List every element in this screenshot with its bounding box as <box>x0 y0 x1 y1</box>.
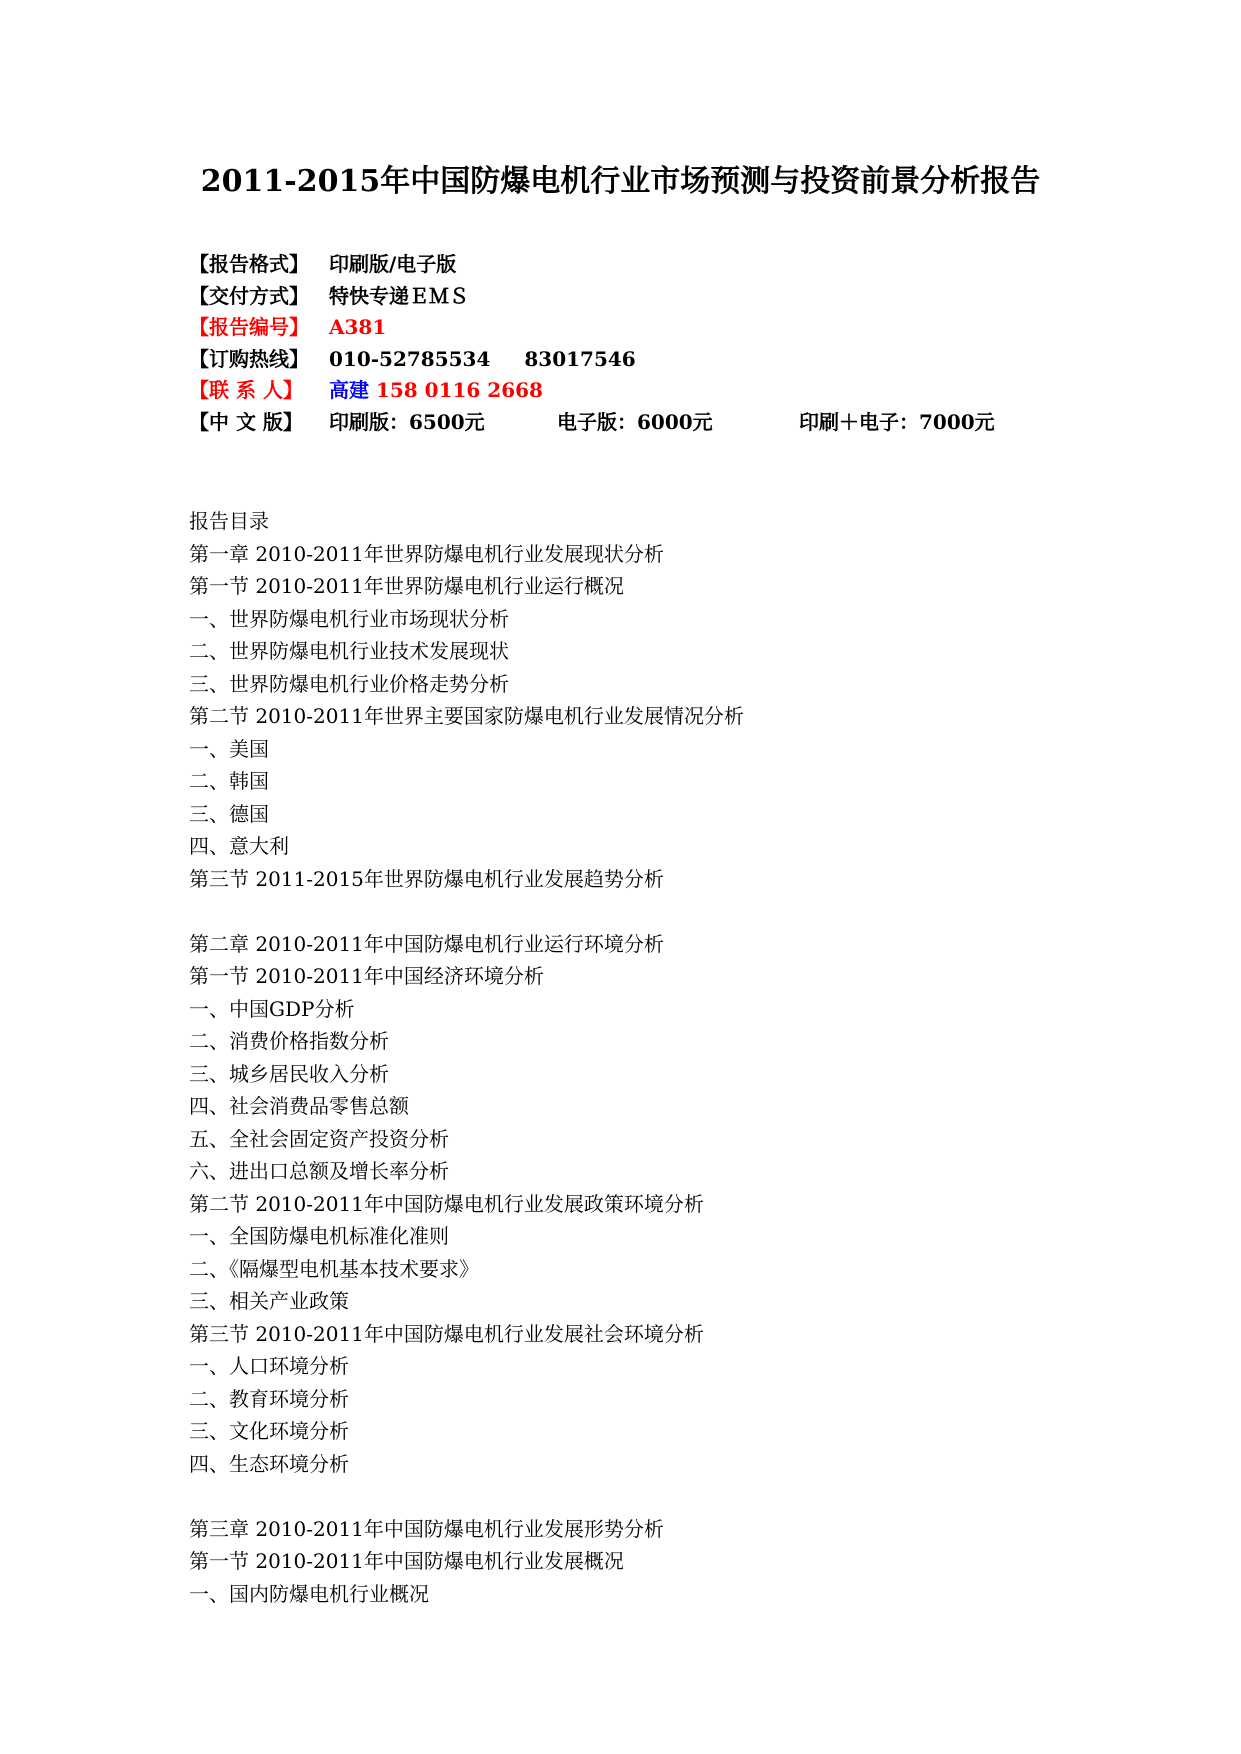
toc-item: 三、德国 <box>189 801 269 826</box>
toc-section: 第二节 2010-2011年中国防爆电机行业发展政策环境分析 <box>189 1191 704 1216</box>
info-edition-row <box>189 407 1089 439</box>
toc-spacer <box>189 1480 1089 1513</box>
toc-item: 二、世界防爆电机行业技术发展现状 <box>189 639 509 663</box>
info-code-row <box>189 312 1089 344</box>
code-value: A381 <box>329 315 387 339</box>
contact-name: 高建 <box>329 378 369 402</box>
toc-item: 一、世界防爆电机行业市场现状分析 <box>189 606 509 631</box>
contact-phone: 158 0116 2668 <box>375 378 543 402</box>
toc-section: 第一节 2010-2011年世界防爆电机行业运行概况 <box>189 574 624 598</box>
price-both: 印刷＋电子：7000元 <box>799 409 995 434</box>
toc-item: 三、相关产业政策 <box>189 1289 349 1313</box>
toc-section: 第三节 2011-2015年世界防爆电机行业发展趋势分析 <box>189 866 664 891</box>
hotline-value-1: 010-52785534 <box>329 346 491 371</box>
document-title: 2011-2015年中国防爆电机行业市场预测与投资前景分析报告 <box>200 164 1041 199</box>
info-delivery-row <box>189 281 1089 313</box>
info-contact-row <box>189 375 1089 407</box>
toc-item: 二、消费价格指数分析 <box>189 1029 389 1053</box>
toc-item: 四、意大利 <box>189 834 289 858</box>
toc-section: 第二节 2010-2011年世界主要国家防爆电机行业发展情况分析 <box>189 704 744 728</box>
toc-section: 第一节 2010-2011年中国防爆电机行业发展概况 <box>189 1549 624 1573</box>
contact-label: 【联 系 人】 <box>189 378 303 402</box>
toc-item: 三、城乡居民收入分析 <box>189 1061 389 1086</box>
code-label: 【报告编号】 <box>189 315 309 339</box>
toc-item: 二、韩国 <box>189 769 269 793</box>
report-info-block <box>189 249 1089 438</box>
table-of-contents <box>189 505 1089 1610</box>
format-label: 【报告格式】 <box>189 252 309 276</box>
toc-item: 一、全国防爆电机标准化准则 <box>189 1224 449 1248</box>
delivery-label: 【交付方式】 <box>189 283 309 308</box>
toc-item: 一、美国 <box>189 736 269 761</box>
toc-item: 五、全社会固定资产投资分析 <box>189 1126 449 1151</box>
format-value: 印刷版/电子版 <box>329 252 457 276</box>
price-print: 印刷版：6500元 <box>329 409 485 434</box>
toc-item: 一、中国GDP分析 <box>189 996 355 1021</box>
info-format-row <box>189 249 1089 281</box>
edition-label: 【中 文 版】 <box>189 409 303 434</box>
toc-chapter: 第三章 2010-2011年中国防爆电机行业发展形势分析 <box>189 1516 664 1541</box>
toc-item: 一、国内防爆电机行业概况 <box>189 1581 429 1606</box>
delivery-value: 特快专递ＥＭＳ <box>329 283 469 308</box>
toc-item: 二、《隔爆型电机基本技术要求》 <box>189 1256 479 1281</box>
toc-item: 一、人口环境分析 <box>189 1354 349 1378</box>
hotline-label: 【订购热线】 <box>189 346 309 371</box>
toc-spacer <box>189 895 1089 928</box>
price-electronic: 电子版：6000元 <box>557 409 713 434</box>
toc-item: 三、世界防爆电机行业价格走势分析 <box>189 671 509 696</box>
toc-item: 四、社会消费品零售总额 <box>189 1094 409 1118</box>
toc-item: 三、文化环境分析 <box>189 1419 349 1443</box>
toc-item: 六、进出口总额及增长率分析 <box>189 1159 449 1183</box>
toc-chapter: 第二章 2010-2011年中国防爆电机行业运行环境分析 <box>189 931 664 956</box>
toc-item: 四、生态环境分析 <box>189 1451 349 1476</box>
toc-chapter: 第一章 2010-2011年世界防爆电机行业发展现状分析 <box>189 541 664 566</box>
info-hotline-row <box>189 344 1089 376</box>
toc-item: 二、教育环境分析 <box>189 1386 349 1411</box>
toc-heading: 报告目录 <box>189 509 269 533</box>
toc-section: 第三节 2010-2011年中国防爆电机行业发展社会环境分析 <box>189 1321 704 1346</box>
hotline-value-2: 83017546 <box>524 346 636 371</box>
toc-section: 第一节 2010-2011年中国经济环境分析 <box>189 964 544 988</box>
